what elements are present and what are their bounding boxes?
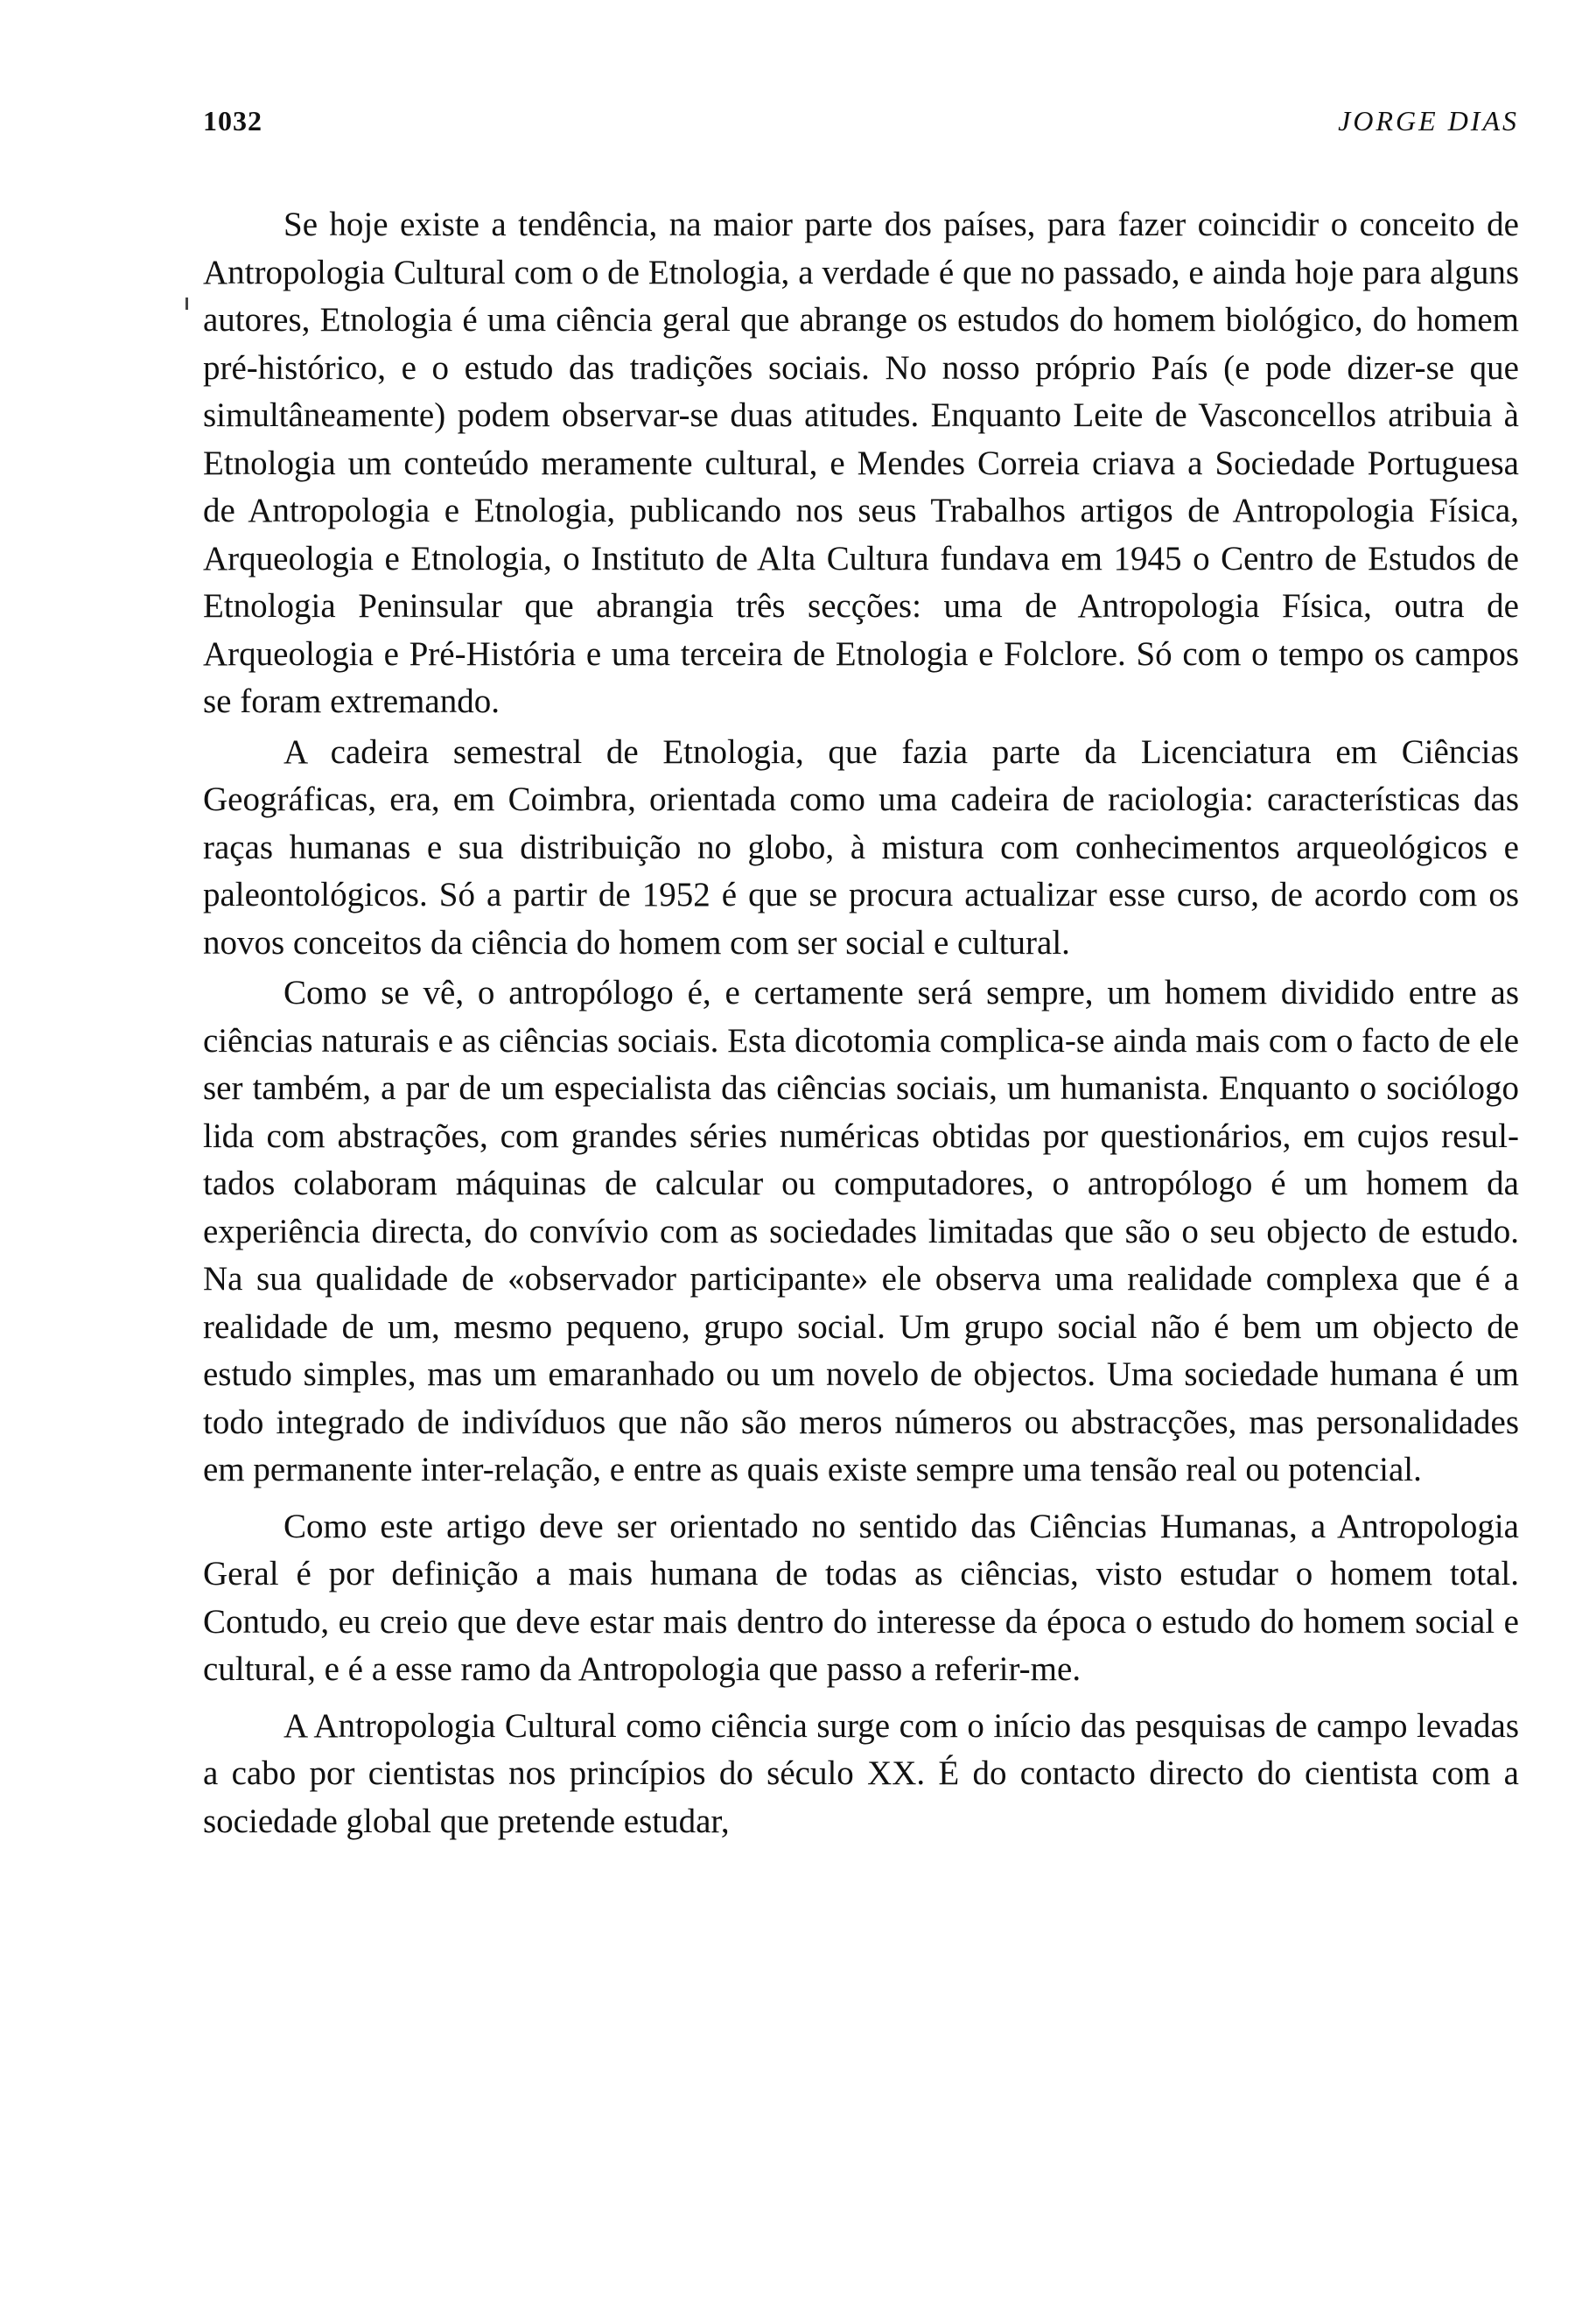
page-number: 1032 <box>203 105 262 136</box>
margin-mark <box>186 298 188 310</box>
paragraph-5: A Antropologia Cultural como ciência surge com o início das pesquisas de campo levadas a cabo por cientistas nos princípios do século XX. É do contacto directo do cientista com a sociedade global que pretende estudar, <box>203 1706 1519 1840</box>
paragraph-1: Se hoje existe a tendência, na maior parte dos países, para fazer coincidir o conceito de Antropologia Cultural com o de Etnologia, a verdade é que no passado, e ainda hoje para alguns autores, Etnologia é uma ciência geral que abrange os estudos do homem biológico, do homem pré-histórico, e o estudo das tradições sociais. No nosso próprio País (e pode dizer-se que simultâneamente) podem observar-se duas atitudes. Enquanto Leite de Vasconcellos atribuia à Etnologia um conteúdo meramente cultural, e Mendes Correia criava a Sociedade Portuguesa de Antropologia e Etnologia, publicando nos seus Trabalhos artigos de Antropologia Física, Arqueologia e Etnologia, o Instituto de Alta Cultura fundava em 1945 o Centro de Estudos de Etnologia Peninsular que abrangia três secções: uma de Antropologia Física, outra de Arqueologia e Pré-História e uma terceira de Etnologia e Folclore. Só com o tempo os campos se foram extremando. <box>203 206 1519 720</box>
paragraph-2: A cadeira semestral de Etnologia, que fazia parte da Licenciatura em Ciências Geográficas, era, em Coimbra, orientada como uma cadeira de raciologia: características das raças humanas e sua distribuição no globo, à mistura com conhecimentos arqueológicos e paleontológicos. Só a partir de 1952 é que se procura actualizar esse curso, de acordo com os novos conceitos da ciência do homem com ser social e cultural. <box>203 732 1519 962</box>
paragraph-4: Como este artigo deve ser orientado no sentido das Ciências Humanas, a Antropologia Geral é por definição a mais humana de todas as ciências, visto estudar o homem total. Contudo, eu creio que deve estar mais dentro do interesse da época o estudo do homem social e cultural, e é a esse ramo da Antropologia que passo a referir-me. <box>203 1507 1519 1688</box>
page-header <box>203 103 1519 138</box>
document-page <box>203 103 1519 1845</box>
running-head: JORGE DIAS <box>1338 105 1519 136</box>
body-text <box>203 201 1519 1845</box>
paragraph-3: Como se vê, o antropólogo é, e certamente será sempre, um homem dividido entre as ciências naturais e as ciências sociais. Esta dicotomia complica-se ainda mais com o facto de ele ser também, a par de um especialista das ciências sociais, um humanista. Enquanto o sociólogo lida com abstrações, com grandes séries numéricas obtidas por questionários, em cujos resultados colaboram máquinas de calcular ou computadores, o antropólogo é um homem da experiência directa, do convívio com as sociedades limitadas que são o seu objecto de estudo. Na sua qualidade de «observador participante» ele observa uma realidade complexa que é a realidade de um, mesmo pequeno, grupo social. Um grupo social não é bem um objecto de estudo simples, mas um emaranhado ou um novelo de objectos. Uma sociedade humana é um todo integrado de indivíduos que não são meros números ou abstracções, mas personalidades em permanente inter-relação, e entre as quais existe sempre uma tensão real ou potencial. <box>203 974 1519 1488</box>
